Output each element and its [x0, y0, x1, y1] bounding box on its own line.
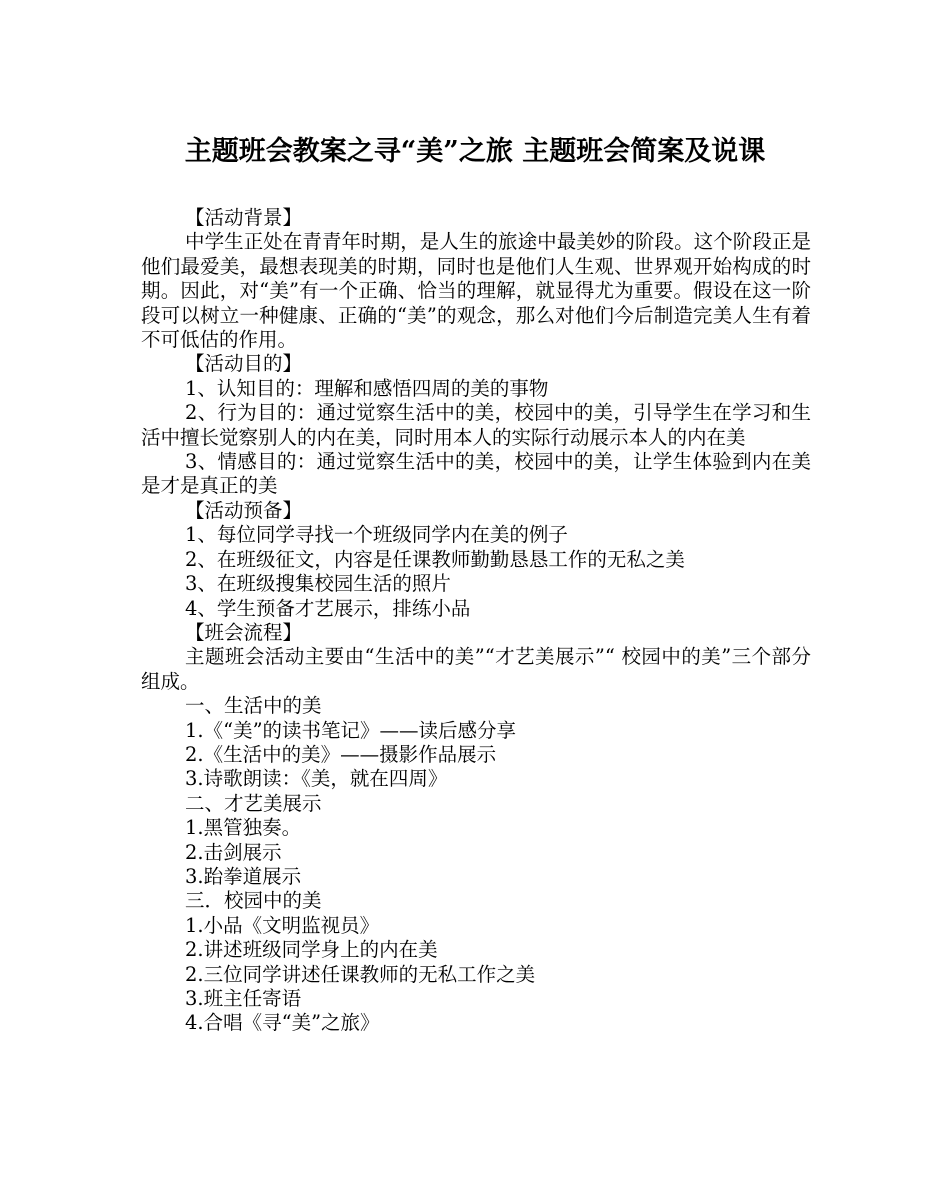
list-item: 2.《生活中的美》——摄影作品展示 [185, 742, 497, 766]
list-item: 1.《“美”的读书笔记》——读后感分享 [185, 718, 517, 742]
preparation-item: 1、每位同学寻找一个班级同学内在美的例子 [185, 523, 568, 547]
paragraph-procedure-intro: 主题班会活动主要由“生活中的美”“才艺美展示”“ 校园中的美”三个部分组成。 [141, 645, 811, 693]
list-item: 3.诗歌朗读：《美，就在四周》 [185, 767, 448, 791]
objective-cognitive: 1、认知目的：理解和感悟四周的美的事物 [185, 376, 549, 400]
document-body [141, 206, 811, 1036]
objective-emotion: 3、情感目的：通过觉察生活中的美，校园中的美，让学生体验到内在美是才是真正的美 [141, 450, 811, 498]
preparation-item: 4、学生预备才艺展示，排练小品 [185, 596, 471, 620]
preparation-item: 3、在班级搜集校园生活的照片 [185, 572, 451, 596]
part-heading: 二、才艺美展示 [185, 791, 322, 815]
objective-behavior: 2、行为目的：通过觉察生活中的美，校园中的美，引导学生在学习和生活中擅长觉察别人的内在美，同时用本人的实际行动展示本人的内在美 [141, 401, 811, 449]
section-heading-procedure: 【班会流程】 [185, 620, 303, 644]
list-item: 3.跆拳道展示 [185, 864, 302, 888]
section-heading-objectives: 【活动目的】 [185, 352, 303, 376]
list-item: 2.三位同学讲述任课教师的无私工作之美 [185, 962, 536, 986]
list-item: 1.小品《文明监视员》 [185, 913, 380, 937]
paragraph-background: 中学生正处在青青年时期，是人生的旅途中最美妙的阶段。这个阶段正是他们最爱美，最想表现美的时期，同时也是他们人生观、世界观开始构成的时期。因此，对“美”有一个正确、恰当的理解，就显得尤为重要。假设在这一阶段可以树立一种健康、正确的“美”的观念，那么对他们今后制造完美人生有着不可低估的作用。 [141, 230, 811, 352]
document-title: 主题班会教案之寻“美”之旅 主题班会简案及说课 [184, 136, 766, 167]
section-heading-preparation: 【活动预备】 [185, 498, 303, 522]
list-item: 4.合唱《寻“美”之旅》 [185, 1011, 380, 1035]
part-heading: 三．校园中的美 [185, 889, 322, 913]
preparation-item: 2、在班级征文，内容是任课教师勤勤恳恳工作的无私之美 [185, 547, 685, 571]
list-item: 3.班主任寄语 [185, 987, 302, 1010]
list-item: 2.击剑展示 [185, 840, 282, 864]
list-item: 1.黑管独奏。 [185, 816, 302, 840]
part-heading: 一、生活中的美 [185, 694, 322, 718]
list-item: 2.讲述班级同学身上的内在美 [185, 938, 438, 962]
section-heading-background: 【活动背景】 [185, 206, 303, 229]
